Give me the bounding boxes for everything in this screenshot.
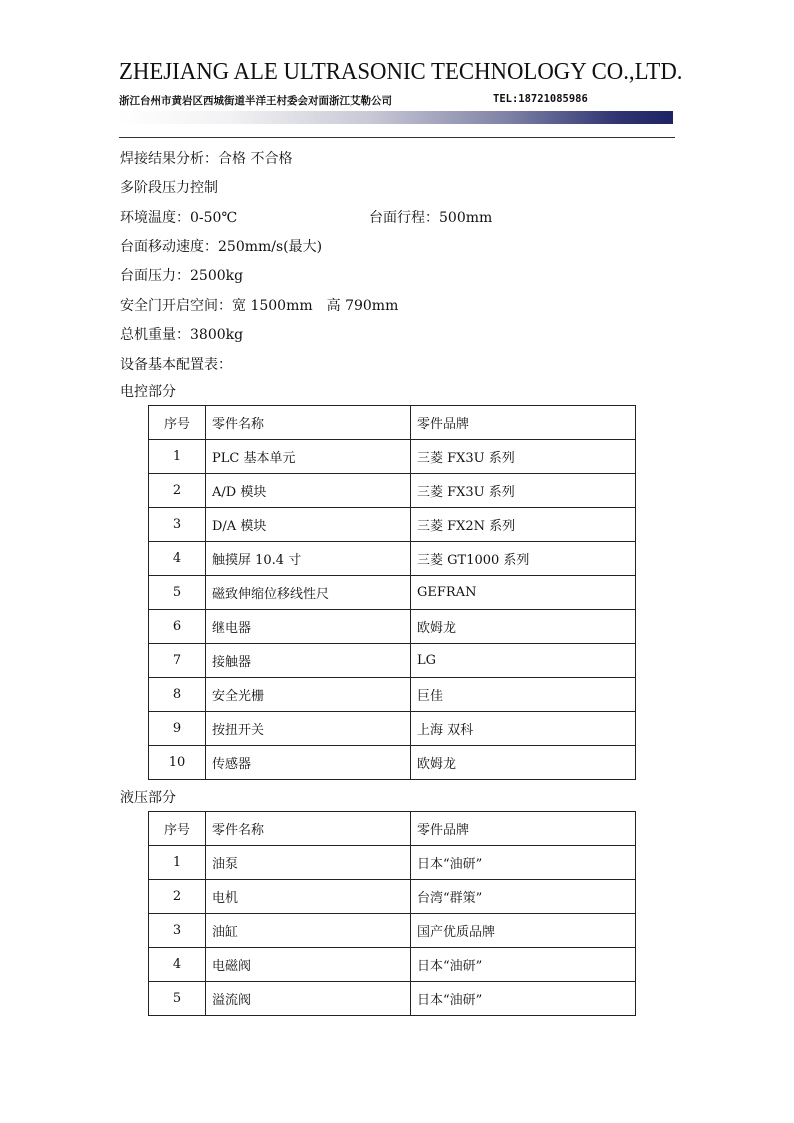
header-gradient-bar bbox=[119, 111, 673, 124]
table-cell: 巨佳 bbox=[411, 678, 636, 712]
table-cell: 3 bbox=[149, 508, 206, 542]
table-header-cell: 零件名称 bbox=[206, 812, 411, 846]
table-header-cell: 序号 bbox=[149, 812, 206, 846]
table-cell: 1 bbox=[149, 846, 206, 880]
table-cell: 溢流阀 bbox=[206, 982, 411, 1016]
company-tel: TEL:18721085986 bbox=[493, 93, 588, 105]
table-row bbox=[149, 982, 636, 1016]
table-cell: 1 bbox=[149, 440, 206, 474]
table-cell: 三菱 FX2N 系列 bbox=[411, 508, 636, 542]
hydraulic-title: 液压部分 bbox=[120, 790, 176, 806]
table-cell: 安全光栅 bbox=[206, 678, 411, 712]
table-cell: 日本“油研” bbox=[411, 982, 636, 1016]
table-row bbox=[149, 440, 636, 474]
table-cell: 三菱 FX3U 系列 bbox=[411, 474, 636, 508]
spec-weight: 总机重量：3800kg bbox=[120, 327, 244, 343]
table-cell: 3 bbox=[149, 914, 206, 948]
table-cell: 欧姆龙 bbox=[411, 610, 636, 644]
table-cell: PLC 基本单元 bbox=[206, 440, 411, 474]
table-header-row bbox=[149, 406, 636, 440]
table-cell: 10 bbox=[149, 746, 206, 780]
table-cell: 电磁阀 bbox=[206, 948, 411, 982]
table-cell: 2 bbox=[149, 880, 206, 914]
table-cell: 6 bbox=[149, 610, 206, 644]
table-header-row bbox=[149, 812, 636, 846]
table-cell: 日本“油研” bbox=[411, 846, 636, 880]
table-cell: 按扭开关 bbox=[206, 712, 411, 746]
table-cell: 7 bbox=[149, 644, 206, 678]
table-cell: 4 bbox=[149, 542, 206, 576]
table-cell: 传感器 bbox=[206, 746, 411, 780]
table-row bbox=[149, 846, 636, 880]
config-title: 设备基本配置表： bbox=[120, 357, 232, 373]
table-cell: 5 bbox=[149, 982, 206, 1016]
table-cell: 电机 bbox=[206, 880, 411, 914]
spec-env-temp: 环境温度：0-50℃ bbox=[120, 210, 238, 226]
table-cell: GEFRAN bbox=[411, 576, 636, 610]
spec-table-pressure: 台面压力：2500kg bbox=[120, 268, 244, 284]
table-cell: 8 bbox=[149, 678, 206, 712]
table-cell: 国产优质品牌 bbox=[411, 914, 636, 948]
table-cell: LG bbox=[411, 644, 636, 678]
spec-weld-analysis: 焊接结果分析：合格 不合格 bbox=[120, 151, 293, 167]
table-cell: D/A 模块 bbox=[206, 508, 411, 542]
table-row bbox=[149, 610, 636, 644]
table-cell: 油缸 bbox=[206, 914, 411, 948]
table-cell: 继电器 bbox=[206, 610, 411, 644]
table-row bbox=[149, 508, 636, 542]
header-divider bbox=[119, 137, 675, 138]
table-cell: 三菱 GT1000 系列 bbox=[411, 542, 636, 576]
spec-table-speed: 台面移动速度：250mm/s(最大) bbox=[120, 239, 323, 255]
table-header-cell: 序号 bbox=[149, 406, 206, 440]
spec-table-stroke: 台面行程：500mm bbox=[369, 210, 493, 226]
table-row bbox=[149, 948, 636, 982]
table-row bbox=[149, 712, 636, 746]
company-name: ZHEJIANG ALE ULTRASONIC TECHNOLOGY CO.,LTD. bbox=[119, 58, 683, 85]
table-header-cell: 零件名称 bbox=[206, 406, 411, 440]
table-cell: A/D 模块 bbox=[206, 474, 411, 508]
table-row bbox=[149, 746, 636, 780]
table-row bbox=[149, 644, 636, 678]
table-cell: 欧姆龙 bbox=[411, 746, 636, 780]
table-cell: 上海 双科 bbox=[411, 712, 636, 746]
table-row bbox=[149, 914, 636, 948]
table-row bbox=[149, 576, 636, 610]
electrical-title: 电控部分 bbox=[120, 384, 176, 400]
table-cell: 4 bbox=[149, 948, 206, 982]
table-cell: 5 bbox=[149, 576, 206, 610]
spec-door-space: 安全门开启空间：宽 1500mm 高 790mm bbox=[120, 298, 399, 314]
spec-multi-stage: 多阶段压力控制 bbox=[120, 180, 218, 196]
table-cell: 接触器 bbox=[206, 644, 411, 678]
table-cell: 2 bbox=[149, 474, 206, 508]
table-cell: 日本“油研” bbox=[411, 948, 636, 982]
table-header-cell: 零件品牌 bbox=[411, 406, 636, 440]
table-row bbox=[149, 474, 636, 508]
table-row bbox=[149, 880, 636, 914]
table-cell: 9 bbox=[149, 712, 206, 746]
table-row bbox=[149, 542, 636, 576]
electrical-table bbox=[148, 405, 636, 780]
company-address: 浙江台州市黄岩区西城街道半洋王村委会对面浙江艾勒公司 bbox=[119, 95, 392, 107]
table-cell: 台湾“群策” bbox=[411, 880, 636, 914]
table-cell: 三菱 FX3U 系列 bbox=[411, 440, 636, 474]
table-header-cell: 零件品牌 bbox=[411, 812, 636, 846]
table-row bbox=[149, 678, 636, 712]
table-cell: 磁致伸缩位移线性尺 bbox=[206, 576, 411, 610]
hydraulic-table bbox=[148, 811, 636, 1016]
table-cell: 油泵 bbox=[206, 846, 411, 880]
table-cell: 触摸屏 10.4 寸 bbox=[206, 542, 411, 576]
